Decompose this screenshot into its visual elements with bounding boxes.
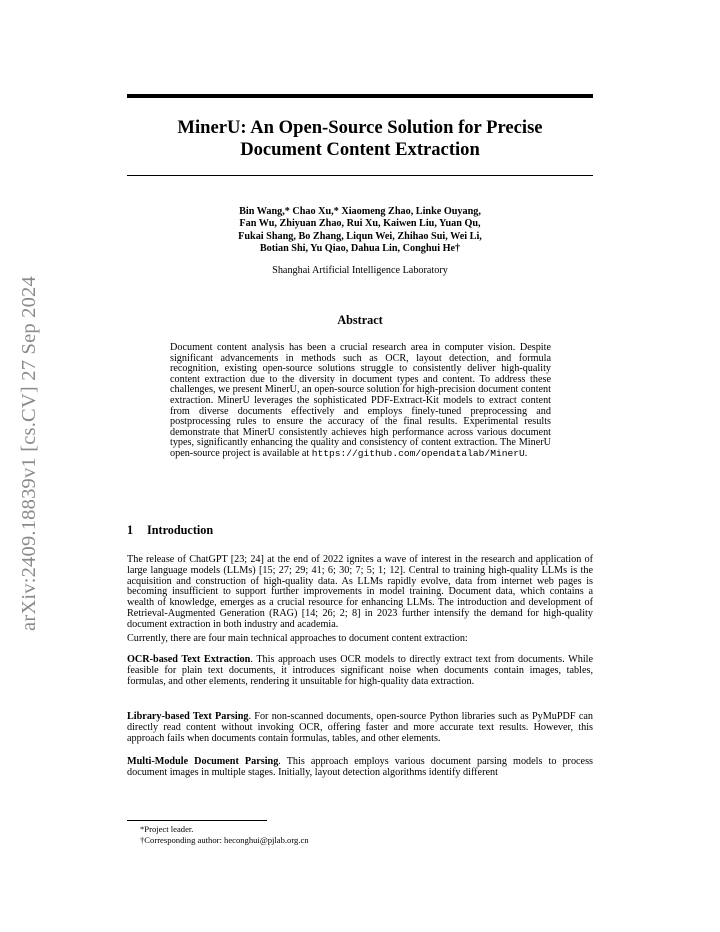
paper-title-line-1: MinerU: An Open-Source Solution for Precise: [177, 117, 543, 138]
intro-paragraph-1: The release of ChatGPT [23; 24] at the end of 2022 ignites a wave of interest in the research and application of large language models (LLMs) [15; 27; 29; 41; 6; 30; 7; 5; 1; 12]. Central to training high-quality LLMs is the acquisition and construction of high-quality data. As LLMs rapidly evolve, data from internet web pages is becoming insufficient to support further improvements in model training. Document data, which contains a wealth of knowledge, emerges as a crucial resource for enhancing LLMs. The introduction and development of Retrieval-Augmented Generation (RAG) [14; 26; 2; 8] in 2023 further intensify the demand for high-quality document extraction in both industry and academia.: [127, 554, 593, 630]
abstract-text: Document content analysis has been a crucial research area in computer vision. Despite significant advancements in methods such as OCR, layout detection, and formula recognition, existing open-source solutions struggle to consistently deliver high-quality content extraction due to the diversity in document types and content. To address these challenges, we present MinerU, an open-source solution for high-precision document content extraction. MinerU leverages the sophisticated PDF-Extract-Kit models to extract content from diverse documents effectively and employs finely-tuned preprocessing and postprocessing rules to ensure the accuracy of the final results. Experimental results demonstrate that MinerU consistently achieves high performance across various document types, significantly enhancing the quality and consistency of content extraction. The MinerU open-source project is available at: [170, 342, 551, 459]
section-heading-introduction: [127, 523, 213, 538]
author-list: [127, 206, 593, 256]
project-url-link[interactable]: https://github.com/opendatalab/MinerU: [311, 447, 525, 459]
intro-paragraph-2: Currently, there are four main technical approaches to document content extraction:: [127, 633, 468, 644]
author-line-3: Fukai Shang, Bo Zhang, Liqun Wei, Zhihao Sui, Wei Li,: [238, 230, 482, 242]
approach-library-text: . For non-scanned documents, open-source Python libraries such as PyMuPDF can directly read content without invoking OCR, offering faster and more accurate text results. However, this approach fails when documents contain formulas, tables, and other elements.: [127, 711, 593, 744]
affiliation: Shanghai Artificial Intelligence Laboratory: [272, 265, 448, 276]
approach-ocr-title: OCR-based Text Extraction: [127, 654, 251, 665]
approach-ocr-text: . This approach uses OCR models to directly extract text from documents. While feasible for plain text documents, it introduces significant noise when documents contain images, tables, formulas, and other elements, rendering it unsuitable for high-quality data extraction.: [127, 654, 594, 687]
footnote-rule: [127, 820, 267, 821]
title-bottom-rule: [127, 175, 593, 176]
approach-multimodule-title: Multi-Module Document Parsing: [127, 756, 279, 767]
section-title: Introduction: [147, 523, 214, 537]
footnote-corresponding-author: †Corresponding author: heconghui@pjlab.org.cn: [140, 834, 309, 845]
approach-library-paragraph: [127, 712, 593, 744]
title-top-rule: [127, 94, 593, 98]
arxiv-identifier-stamp: [14, 248, 44, 658]
approach-multimodule-text: . This approach employs various document parsing models to process document images in multiple stages. Initially, layout detection algorithms identify different: [127, 756, 594, 778]
paper-title-line-2: Document Content Extraction: [240, 139, 480, 160]
author-line-4: Botian Shi, Yu Qiao, Dahua Lin, Conghui He†: [259, 243, 461, 255]
author-line-1: Bin Wang,* Chao Xu,* Xiaomeng Zhao, Linke Ouyang,: [239, 206, 481, 217]
paper-title: [127, 117, 593, 161]
abstract-heading: Abstract: [337, 313, 383, 327]
section-number: 1: [127, 523, 134, 537]
author-line-2: Fan Wu, Zhiyuan Zhao, Rui Xu, Kaiwen Liu, Yuan Qu,: [239, 218, 481, 230]
arxiv-identifier-text: arXiv:2409.18839v1 [cs.CV] 27 Sep 2024: [17, 275, 40, 631]
footnote-project-leader: *Project leader.: [140, 824, 194, 834]
abstract-end: .: [524, 447, 528, 459]
approach-ocr-paragraph: [127, 655, 593, 687]
approach-multimodule-paragraph: [127, 757, 593, 779]
abstract-body: [170, 343, 551, 460]
footnotes: [140, 824, 309, 846]
approach-library-title: Library-based Text Parsing: [127, 711, 249, 722]
